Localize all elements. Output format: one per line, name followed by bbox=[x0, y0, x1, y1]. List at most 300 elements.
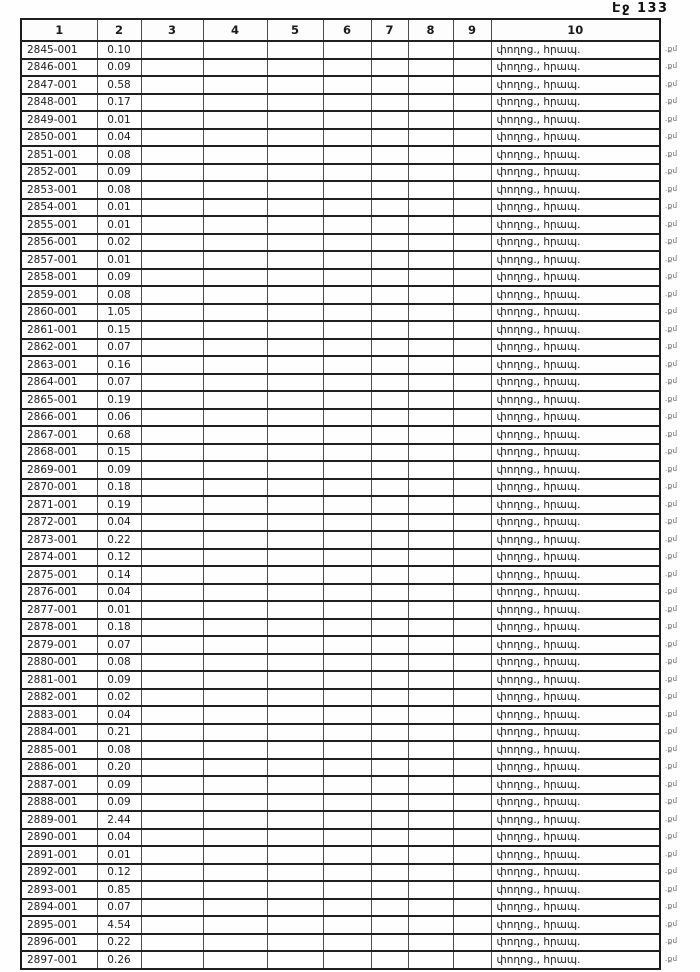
cell-empty bbox=[371, 829, 408, 847]
cell-empty bbox=[371, 321, 408, 339]
table-row bbox=[21, 584, 660, 602]
cell-empty bbox=[408, 794, 453, 812]
margin-mark: .քմ bbox=[665, 639, 678, 648]
cell-value: 0.26 bbox=[97, 951, 141, 969]
table-row bbox=[21, 111, 660, 129]
cell-empty bbox=[408, 199, 453, 217]
header-cell-8: 8 bbox=[408, 19, 453, 41]
cell-id: 2870-001 bbox=[21, 479, 97, 497]
cell-empty bbox=[408, 94, 453, 112]
margin-mark: .քմ bbox=[665, 954, 678, 963]
cell-empty bbox=[267, 321, 323, 339]
cell-empty bbox=[203, 111, 267, 129]
cell-empty bbox=[408, 181, 453, 199]
cell-id: 2892-001 bbox=[21, 864, 97, 882]
cell-empty bbox=[323, 566, 371, 584]
cell-street: փողոց., հրապ. bbox=[491, 496, 660, 514]
cell-empty bbox=[203, 514, 267, 532]
cell-empty bbox=[453, 181, 491, 199]
cell-empty bbox=[267, 496, 323, 514]
cell-empty bbox=[323, 706, 371, 724]
cell-id: 2879-001 bbox=[21, 636, 97, 654]
cell-empty bbox=[141, 496, 203, 514]
cell-empty bbox=[267, 864, 323, 882]
cell-empty bbox=[453, 654, 491, 672]
cell-empty bbox=[408, 899, 453, 917]
cell-empty bbox=[323, 409, 371, 427]
cell-empty bbox=[141, 584, 203, 602]
cell-empty bbox=[371, 741, 408, 759]
cell-empty bbox=[267, 391, 323, 409]
cell-empty bbox=[141, 531, 203, 549]
table-row bbox=[21, 776, 660, 794]
cell-id: 2895-001 bbox=[21, 916, 97, 934]
cell-empty bbox=[203, 286, 267, 304]
cell-street: փողոց., հրապ. bbox=[491, 269, 660, 287]
cell-empty bbox=[203, 216, 267, 234]
cell-empty bbox=[267, 899, 323, 917]
cell-empty bbox=[203, 671, 267, 689]
cell-street: փողոց., հրապ. bbox=[491, 339, 660, 357]
margin-mark: .քմ bbox=[665, 254, 678, 263]
cell-empty bbox=[267, 199, 323, 217]
cell-empty bbox=[408, 619, 453, 637]
cell-empty bbox=[371, 339, 408, 357]
cell-empty bbox=[141, 111, 203, 129]
table-row bbox=[21, 654, 660, 672]
cell-value: 0.04 bbox=[97, 514, 141, 532]
cell-empty bbox=[408, 76, 453, 94]
cell-empty bbox=[371, 216, 408, 234]
cell-empty bbox=[203, 234, 267, 252]
cell-id: 2886-001 bbox=[21, 759, 97, 777]
cell-value: 0.01 bbox=[97, 111, 141, 129]
cell-empty bbox=[141, 199, 203, 217]
cell-empty bbox=[141, 706, 203, 724]
cell-empty bbox=[453, 794, 491, 812]
cell-value: 0.08 bbox=[97, 286, 141, 304]
table-row bbox=[21, 794, 660, 812]
cell-id: 2896-001 bbox=[21, 934, 97, 952]
cell-empty bbox=[323, 916, 371, 934]
cell-empty bbox=[323, 286, 371, 304]
header-cell-2: 2 bbox=[97, 19, 141, 41]
cell-empty bbox=[203, 164, 267, 182]
cell-empty bbox=[267, 234, 323, 252]
table-row bbox=[21, 251, 660, 269]
margin-mark: .քմ bbox=[665, 674, 678, 683]
cell-empty bbox=[408, 601, 453, 619]
cell-empty bbox=[453, 76, 491, 94]
cell-empty bbox=[323, 356, 371, 374]
table-row bbox=[21, 566, 660, 584]
cell-empty bbox=[371, 59, 408, 77]
cell-empty bbox=[323, 899, 371, 917]
cell-empty bbox=[141, 916, 203, 934]
cell-street: փողոց., հրապ. bbox=[491, 811, 660, 829]
cell-empty bbox=[141, 514, 203, 532]
cell-empty bbox=[267, 444, 323, 462]
cell-empty bbox=[371, 619, 408, 637]
cell-street: փողոց., հրապ. bbox=[491, 444, 660, 462]
cell-street: փողոց., հրապ. bbox=[491, 76, 660, 94]
cell-empty bbox=[323, 531, 371, 549]
cell-empty bbox=[408, 409, 453, 427]
cell-street: փողոց., հրապ. bbox=[491, 846, 660, 864]
cell-empty bbox=[267, 111, 323, 129]
cell-street: փողոց., հրապ. bbox=[491, 741, 660, 759]
cell-empty bbox=[371, 146, 408, 164]
cell-empty bbox=[203, 689, 267, 707]
table-row bbox=[21, 216, 660, 234]
table-row bbox=[21, 94, 660, 112]
cell-empty bbox=[141, 881, 203, 899]
cell-empty bbox=[203, 409, 267, 427]
cell-id: 2869-001 bbox=[21, 461, 97, 479]
table-body bbox=[21, 41, 660, 969]
cell-empty bbox=[141, 654, 203, 672]
cell-empty bbox=[408, 829, 453, 847]
cell-value: 0.19 bbox=[97, 496, 141, 514]
cell-empty bbox=[267, 636, 323, 654]
cell-empty bbox=[267, 374, 323, 392]
cell-id: 2885-001 bbox=[21, 741, 97, 759]
cell-empty bbox=[453, 811, 491, 829]
cell-id: 2884-001 bbox=[21, 724, 97, 742]
cell-id: 2882-001 bbox=[21, 689, 97, 707]
cell-street: փողոց., հրապ. bbox=[491, 951, 660, 969]
cell-empty bbox=[267, 286, 323, 304]
cell-street: փողոց., հրապ. bbox=[491, 321, 660, 339]
cell-empty bbox=[267, 479, 323, 497]
margin-mark: .քմ bbox=[665, 324, 678, 333]
cell-empty bbox=[371, 706, 408, 724]
margin-mark: .քմ bbox=[665, 359, 678, 368]
cell-empty bbox=[371, 496, 408, 514]
table-row bbox=[21, 59, 660, 77]
cell-id: 2891-001 bbox=[21, 846, 97, 864]
cell-id: 2872-001 bbox=[21, 514, 97, 532]
margin-mark: .քմ bbox=[665, 552, 678, 561]
table-row bbox=[21, 829, 660, 847]
cell-value: 0.07 bbox=[97, 374, 141, 392]
cell-empty bbox=[323, 829, 371, 847]
cell-street: փողոց., հրապ. bbox=[491, 654, 660, 672]
cell-empty bbox=[408, 514, 453, 532]
cell-street: փողոց., հրապ. bbox=[491, 636, 660, 654]
cell-street: փողոց., հրապ. bbox=[491, 794, 660, 812]
cell-empty bbox=[323, 426, 371, 444]
table-row bbox=[21, 356, 660, 374]
margin-mark: .քմ bbox=[665, 779, 678, 788]
cell-empty bbox=[408, 759, 453, 777]
margin-mark: .քմ bbox=[665, 464, 678, 473]
table-row bbox=[21, 899, 660, 917]
margin-mark: .քմ bbox=[665, 902, 678, 911]
table-row bbox=[21, 339, 660, 357]
header-row bbox=[21, 19, 660, 41]
cell-id: 2897-001 bbox=[21, 951, 97, 969]
cell-empty bbox=[453, 374, 491, 392]
cell-empty bbox=[141, 479, 203, 497]
table-row bbox=[21, 41, 660, 59]
cell-value: 0.68 bbox=[97, 426, 141, 444]
cell-empty bbox=[408, 864, 453, 882]
margin-mark: .քմ bbox=[665, 377, 678, 386]
cell-value: 0.08 bbox=[97, 146, 141, 164]
cell-id: 2878-001 bbox=[21, 619, 97, 637]
cell-empty bbox=[267, 76, 323, 94]
table-row bbox=[21, 864, 660, 882]
cell-empty bbox=[267, 549, 323, 567]
cell-value: 0.18 bbox=[97, 619, 141, 637]
cell-empty bbox=[203, 496, 267, 514]
cell-value: 0.09 bbox=[97, 59, 141, 77]
table-row bbox=[21, 496, 660, 514]
cell-street: փողոց., հրապ. bbox=[491, 776, 660, 794]
cell-empty bbox=[453, 321, 491, 339]
cell-empty bbox=[371, 514, 408, 532]
cell-value: 0.20 bbox=[97, 759, 141, 777]
cell-empty bbox=[323, 776, 371, 794]
cell-empty bbox=[203, 601, 267, 619]
table-row bbox=[21, 881, 660, 899]
table-row bbox=[21, 706, 660, 724]
cell-empty bbox=[323, 671, 371, 689]
cell-value: 4.54 bbox=[97, 916, 141, 934]
cell-empty bbox=[453, 619, 491, 637]
cell-empty bbox=[453, 269, 491, 287]
cell-empty bbox=[408, 269, 453, 287]
cell-empty bbox=[323, 514, 371, 532]
cell-empty bbox=[141, 321, 203, 339]
cell-empty bbox=[323, 479, 371, 497]
cell-empty bbox=[203, 829, 267, 847]
cell-empty bbox=[203, 776, 267, 794]
cell-value: 2.44 bbox=[97, 811, 141, 829]
cell-empty bbox=[453, 111, 491, 129]
cell-empty bbox=[453, 829, 491, 847]
table-row bbox=[21, 461, 660, 479]
cell-empty bbox=[141, 899, 203, 917]
cell-id: 2850-001 bbox=[21, 129, 97, 147]
cell-empty bbox=[323, 304, 371, 322]
cell-empty bbox=[371, 286, 408, 304]
cell-empty bbox=[267, 654, 323, 672]
cell-empty bbox=[141, 286, 203, 304]
cell-empty bbox=[453, 601, 491, 619]
cell-street: փողոց., հրապ. bbox=[491, 916, 660, 934]
cell-empty bbox=[267, 94, 323, 112]
cell-id: 2865-001 bbox=[21, 391, 97, 409]
cell-empty bbox=[371, 549, 408, 567]
margin-mark: .քմ bbox=[665, 132, 678, 141]
cell-empty bbox=[267, 951, 323, 969]
cell-empty bbox=[408, 286, 453, 304]
margin-mark: .քմ bbox=[665, 342, 678, 351]
cell-street: փողոց., հրապ. bbox=[491, 514, 660, 532]
cell-empty bbox=[141, 636, 203, 654]
cell-id: 2873-001 bbox=[21, 531, 97, 549]
table-row bbox=[21, 304, 660, 322]
margin-mark: .քմ bbox=[665, 919, 678, 928]
cell-empty bbox=[267, 356, 323, 374]
cell-id: 2846-001 bbox=[21, 59, 97, 77]
cell-empty bbox=[323, 41, 371, 59]
cell-empty bbox=[453, 496, 491, 514]
cell-value: 0.01 bbox=[97, 199, 141, 217]
cell-empty bbox=[408, 934, 453, 952]
cell-id: 2871-001 bbox=[21, 496, 97, 514]
cell-empty bbox=[408, 164, 453, 182]
table-row bbox=[21, 759, 660, 777]
cell-empty bbox=[267, 916, 323, 934]
cell-empty bbox=[371, 461, 408, 479]
cell-empty bbox=[371, 409, 408, 427]
cell-id: 2855-001 bbox=[21, 216, 97, 234]
cell-id: 2877-001 bbox=[21, 601, 97, 619]
margin-mark: .քմ bbox=[665, 657, 678, 666]
cell-empty bbox=[141, 41, 203, 59]
cell-empty bbox=[408, 41, 453, 59]
cell-street: փողոց., հրապ. bbox=[491, 689, 660, 707]
cell-street: փողոց., հրապ. bbox=[491, 426, 660, 444]
cell-empty bbox=[141, 951, 203, 969]
cell-empty bbox=[323, 549, 371, 567]
cell-empty bbox=[203, 951, 267, 969]
margin-mark: .քմ bbox=[665, 79, 678, 88]
cell-value: 0.01 bbox=[97, 846, 141, 864]
cell-value: 0.01 bbox=[97, 601, 141, 619]
cell-empty bbox=[408, 531, 453, 549]
cell-id: 2887-001 bbox=[21, 776, 97, 794]
margin-mark: .քմ bbox=[665, 289, 678, 298]
header-cell-9: 9 bbox=[453, 19, 491, 41]
cell-id: 2853-001 bbox=[21, 181, 97, 199]
cell-empty bbox=[453, 41, 491, 59]
table-row bbox=[21, 321, 660, 339]
cell-empty bbox=[141, 601, 203, 619]
cell-id: 2852-001 bbox=[21, 164, 97, 182]
cell-street: փողոց., հրապ. bbox=[491, 391, 660, 409]
cell-empty bbox=[323, 111, 371, 129]
cell-empty bbox=[323, 199, 371, 217]
cell-street: փողոց., հրապ. bbox=[491, 601, 660, 619]
cell-empty bbox=[141, 339, 203, 357]
cell-empty bbox=[141, 864, 203, 882]
cell-empty bbox=[203, 339, 267, 357]
cell-street: փողոց., հրապ. bbox=[491, 671, 660, 689]
margin-mark: .քմ bbox=[665, 762, 678, 771]
cell-empty bbox=[408, 951, 453, 969]
cell-empty bbox=[141, 374, 203, 392]
table-row bbox=[21, 374, 660, 392]
cell-empty bbox=[453, 146, 491, 164]
cell-value: 0.21 bbox=[97, 724, 141, 742]
cell-empty bbox=[371, 444, 408, 462]
cell-empty bbox=[203, 899, 267, 917]
cell-empty bbox=[453, 129, 491, 147]
cell-empty bbox=[203, 146, 267, 164]
cell-value: 0.15 bbox=[97, 444, 141, 462]
cell-empty bbox=[453, 199, 491, 217]
cell-id: 2856-001 bbox=[21, 234, 97, 252]
cell-empty bbox=[408, 111, 453, 129]
cell-empty bbox=[371, 811, 408, 829]
table-row bbox=[21, 234, 660, 252]
cell-empty bbox=[371, 531, 408, 549]
cell-empty bbox=[453, 566, 491, 584]
cell-empty bbox=[453, 94, 491, 112]
cell-empty bbox=[371, 881, 408, 899]
cell-empty bbox=[267, 409, 323, 427]
cell-empty bbox=[323, 374, 371, 392]
table-row bbox=[21, 269, 660, 287]
cell-empty bbox=[371, 951, 408, 969]
table-row bbox=[21, 514, 660, 532]
table-row bbox=[21, 916, 660, 934]
table-row bbox=[21, 636, 660, 654]
margin-mark: .քմ bbox=[665, 884, 678, 893]
cell-empty bbox=[323, 461, 371, 479]
header-cell-7: 7 bbox=[371, 19, 408, 41]
cell-empty bbox=[323, 864, 371, 882]
cell-empty bbox=[453, 899, 491, 917]
cell-empty bbox=[453, 391, 491, 409]
cell-empty bbox=[141, 234, 203, 252]
margin-mark: .քմ bbox=[665, 44, 678, 53]
cell-empty bbox=[141, 846, 203, 864]
cell-empty bbox=[323, 76, 371, 94]
cell-empty bbox=[408, 636, 453, 654]
cell-empty bbox=[371, 129, 408, 147]
table-row bbox=[21, 934, 660, 952]
cell-id: 2864-001 bbox=[21, 374, 97, 392]
cell-value: 0.12 bbox=[97, 864, 141, 882]
margin-column bbox=[665, 40, 700, 968]
cell-empty bbox=[141, 426, 203, 444]
cell-empty bbox=[203, 741, 267, 759]
cell-empty bbox=[408, 59, 453, 77]
cell-empty bbox=[371, 671, 408, 689]
margin-mark: .քմ bbox=[665, 832, 678, 841]
cell-empty bbox=[267, 129, 323, 147]
cell-street: փողոց., հրապ. bbox=[491, 94, 660, 112]
margin-mark: .քմ bbox=[665, 272, 678, 281]
cell-id: 2863-001 bbox=[21, 356, 97, 374]
cell-value: 0.06 bbox=[97, 409, 141, 427]
table-row bbox=[21, 426, 660, 444]
cell-street: փողոց., հրապ. bbox=[491, 199, 660, 217]
cell-empty bbox=[323, 741, 371, 759]
cell-empty bbox=[323, 251, 371, 269]
cell-id: 2876-001 bbox=[21, 584, 97, 602]
margin-mark: .քմ bbox=[665, 482, 678, 491]
cell-empty bbox=[141, 549, 203, 567]
cell-value: 0.04 bbox=[97, 584, 141, 602]
table-row bbox=[21, 76, 660, 94]
cell-id: 2880-001 bbox=[21, 654, 97, 672]
cell-empty bbox=[371, 759, 408, 777]
table-row bbox=[21, 409, 660, 427]
cell-empty bbox=[371, 356, 408, 374]
cell-empty bbox=[203, 566, 267, 584]
cell-empty bbox=[323, 951, 371, 969]
cell-empty bbox=[408, 234, 453, 252]
cell-id: 2894-001 bbox=[21, 899, 97, 917]
cell-id: 2857-001 bbox=[21, 251, 97, 269]
cell-empty bbox=[203, 811, 267, 829]
